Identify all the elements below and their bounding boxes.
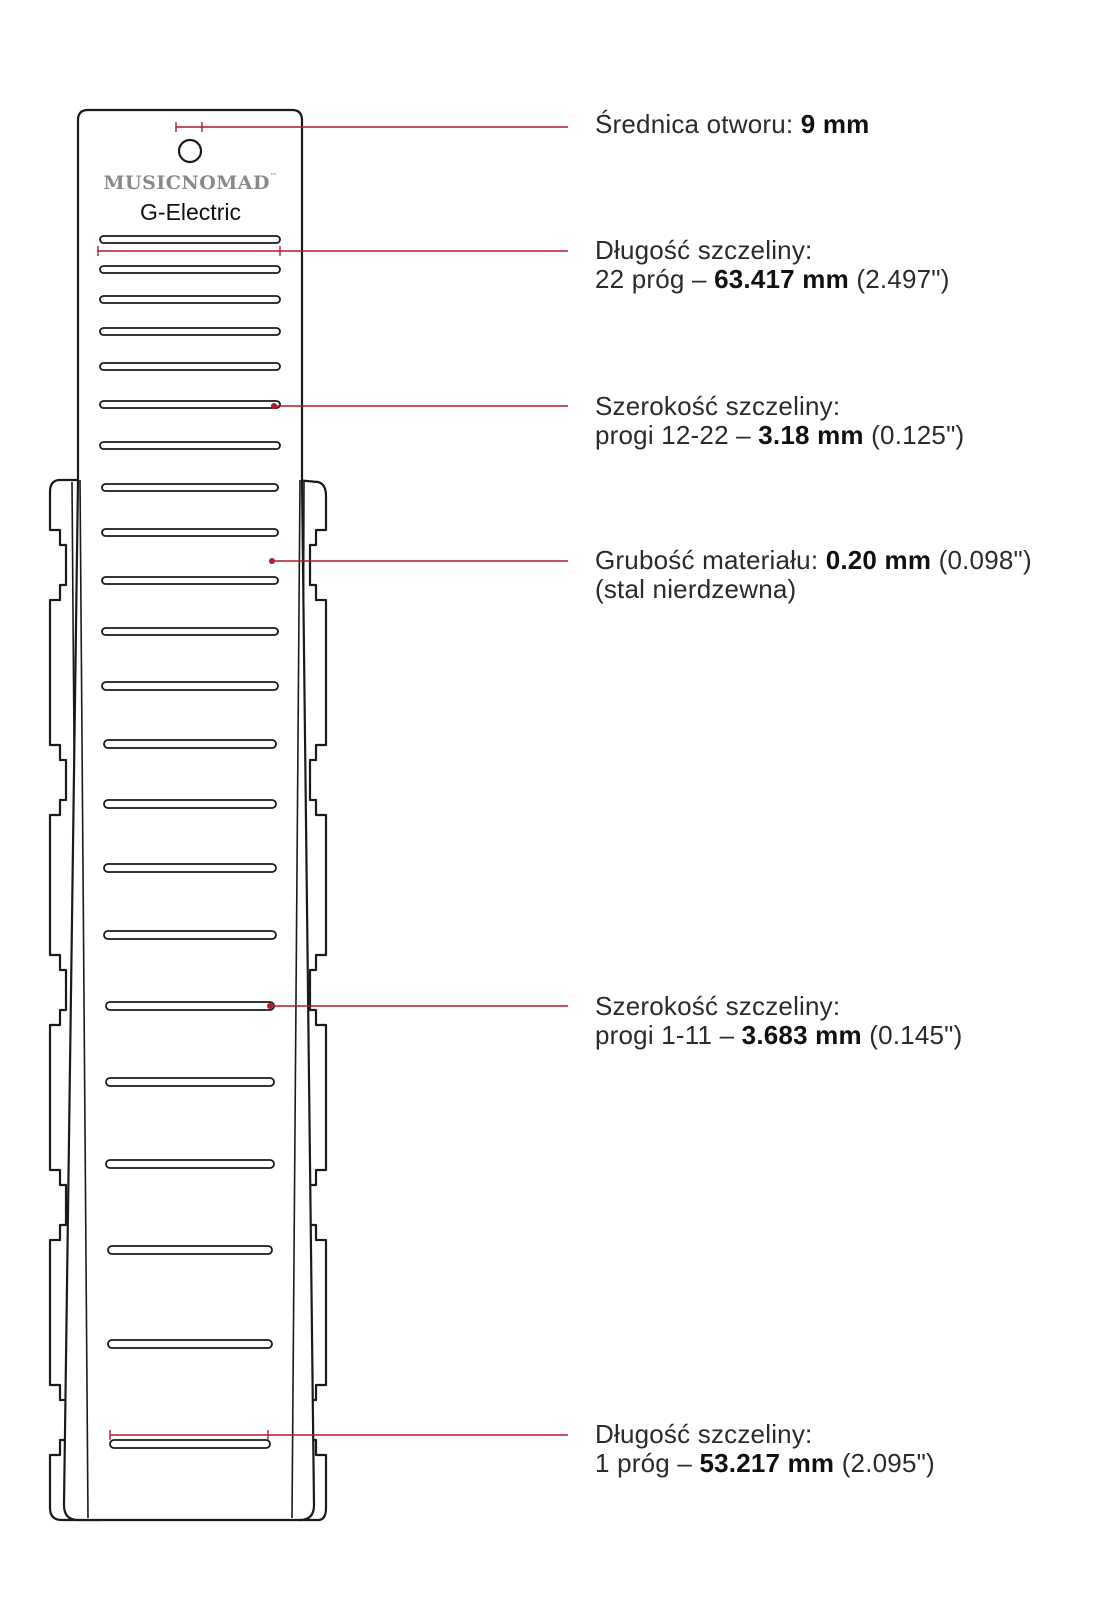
fret-slot-6 xyxy=(106,1002,274,1010)
slot-width-12-22-label: Szerokość szczeliny: progi 12-22 – 3.18 mm (0.125") xyxy=(595,391,965,450)
fret-slot-12 xyxy=(102,628,278,635)
fret-slot-22 xyxy=(100,236,280,243)
fret-slot-5 xyxy=(106,1078,274,1086)
fret-slot-14 xyxy=(102,529,278,536)
fret-slot-8 xyxy=(104,864,276,872)
hanging-hole xyxy=(179,140,201,162)
fret-slot-20 xyxy=(100,296,280,303)
fret-slot-18 xyxy=(100,363,280,370)
fret-slot-10 xyxy=(104,740,276,748)
fret-slot-9 xyxy=(104,800,276,808)
slot-length-22-label: Długość szczeliny: 22 próg – 63.417 mm (2.497") xyxy=(595,235,950,294)
material-thickness-label: Grubość materiału: 0.20 mm (0.098") (stal nierdzewna) xyxy=(595,545,1032,604)
blade-outline xyxy=(64,110,314,1520)
slot-width-1-11-label: Szerokość szczeliny: progi 1-11 – 3.683 mm (0.145") xyxy=(595,991,963,1050)
fret-slot-19 xyxy=(100,328,280,335)
hole-diameter-label: Średnica otworu: 9 mm xyxy=(595,109,870,139)
slot-length-1-label: Długość szczeliny: 1 próg – 53.217 mm (2.095") xyxy=(595,1419,935,1478)
fret-slot-2 xyxy=(108,1340,272,1348)
fret-slot-7 xyxy=(104,931,276,939)
fret-slot-17 xyxy=(100,401,280,408)
fret-slot-15 xyxy=(102,484,278,491)
fret-slot-11 xyxy=(102,682,278,690)
fret-slot-16 xyxy=(100,442,280,449)
fret-slot-13 xyxy=(102,577,278,584)
brand-logo: MUSICNOMAD™ xyxy=(103,172,278,194)
fret-slot-1 xyxy=(110,1440,270,1448)
fret-slot-4 xyxy=(106,1160,274,1168)
fret-slot-3 xyxy=(108,1246,272,1254)
model-name: G-Electric xyxy=(140,199,241,225)
fret-slot-21 xyxy=(100,266,280,273)
